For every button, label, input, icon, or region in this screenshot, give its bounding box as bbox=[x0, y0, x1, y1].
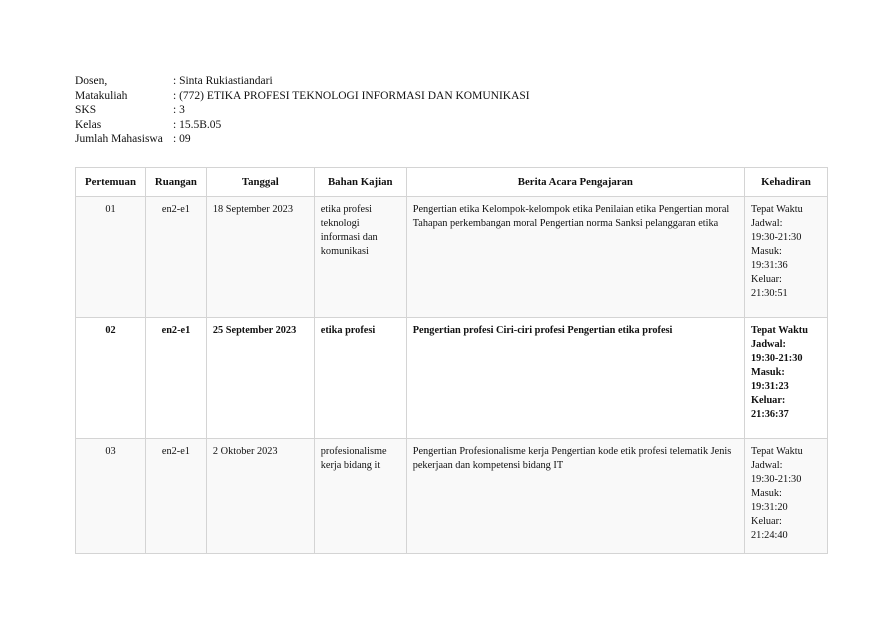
bahan-cell: etika profesi bbox=[314, 318, 406, 439]
berita-cell: Pengertian etika Kelompok-kelompok etika Penilaian etika Pengertian moral Tahapan perkembangan moral Pengertian norma Sanksi pelanggaran etika bbox=[406, 197, 744, 318]
kehadiran-status: Tepat Waktu bbox=[751, 446, 803, 457]
col-header-tanggal: Tanggal bbox=[206, 168, 314, 197]
col-header-pertemuan: Pertemuan bbox=[76, 168, 146, 197]
dosen-label: Dosen, bbox=[75, 75, 108, 87]
masuk-value: 19:31:23 bbox=[751, 381, 789, 392]
masuk-label: Masuk: bbox=[751, 367, 785, 378]
keluar-value: 21:30:51 bbox=[751, 288, 788, 299]
kehadiran-status: Tepat Waktu bbox=[751, 325, 808, 336]
jadwal-value: 19:30-21:30 bbox=[751, 474, 802, 485]
pertemuan-cell: 02 bbox=[76, 318, 146, 439]
kelas-label: Kelas bbox=[75, 118, 102, 131]
pertemuan-cell: 01 bbox=[76, 197, 146, 318]
report-header bbox=[75, 74, 530, 147]
masuk-value: 19:31:36 bbox=[751, 260, 788, 271]
header-row-kelas bbox=[75, 118, 530, 133]
jumlah-value: : 09 bbox=[173, 133, 191, 145]
sks-label: SKS bbox=[75, 104, 97, 116]
tanggal-cell: 25 September 2023 bbox=[206, 318, 314, 439]
header-row-dosen bbox=[75, 74, 530, 89]
col-header-ruangan: Ruangan bbox=[145, 168, 206, 197]
jadwal-label: Jadwal: bbox=[751, 218, 783, 229]
pertemuan-cell: 03 bbox=[76, 439, 146, 554]
kehadiran-cell bbox=[745, 439, 828, 554]
ruangan-cell: en2-e1 bbox=[145, 439, 206, 554]
keluar-label: Keluar: bbox=[751, 274, 782, 285]
table-row bbox=[76, 197, 828, 318]
jadwal-label: Jadwal: bbox=[751, 460, 783, 471]
ruangan-cell: en2-e1 bbox=[145, 197, 206, 318]
bahan-cell: etika profesi teknologi informasi dan komunikasi bbox=[314, 197, 406, 318]
matakuliah-label: Matakuliah bbox=[75, 89, 128, 102]
matakuliah-value: : (772) ETIKA PROFESI TEKNOLOGI INFORMASI DAN KOMUNIKASI bbox=[173, 89, 530, 102]
header-row-matakuliah bbox=[75, 89, 530, 104]
jumlah-label: Jumlah Mahasiswa bbox=[75, 133, 163, 145]
bahan-cell: profesionalisme kerja bidang it bbox=[314, 439, 406, 554]
ruangan-cell: en2-e1 bbox=[145, 318, 206, 439]
tanggal-cell: 2 Oktober 2023 bbox=[206, 439, 314, 554]
table-row bbox=[76, 318, 828, 439]
masuk-value: 19:31:20 bbox=[751, 502, 788, 513]
kehadiran-status: Tepat Waktu bbox=[751, 204, 803, 215]
jadwal-label: Jadwal: bbox=[751, 339, 786, 350]
kelas-value: : 15.5B.05 bbox=[173, 118, 222, 131]
keluar-label: Keluar: bbox=[751, 395, 786, 406]
masuk-label: Masuk: bbox=[751, 488, 782, 499]
dosen-value: : Sinta Rukiastiandari bbox=[173, 75, 273, 87]
kehadiran-cell bbox=[745, 197, 828, 318]
col-header-kehadiran: Kehadiran bbox=[745, 168, 828, 197]
berita-cell: Pengertian profesi Ciri-ciri profesi Pengertian etika profesi bbox=[406, 318, 744, 439]
col-header-berita-acara: Berita Acara Pengajaran bbox=[406, 168, 744, 197]
col-header-bahan-kajian: Bahan Kajian bbox=[314, 168, 406, 197]
jadwal-value: 19:30-21:30 bbox=[751, 232, 802, 243]
keluar-label: Keluar: bbox=[751, 516, 782, 527]
header-row-sks bbox=[75, 103, 530, 118]
tanggal-cell: 18 September 2023 bbox=[206, 197, 314, 318]
keluar-value: 21:36:37 bbox=[751, 409, 789, 420]
table-row bbox=[76, 439, 828, 554]
keluar-value: 21:24:40 bbox=[751, 530, 788, 541]
sks-value: : 3 bbox=[173, 104, 185, 116]
berita-cell: Pengertian Profesionalisme kerja Pengertian kode etik profesi telematik Jenis pekerjaan dan kompetensi bidang IT bbox=[406, 439, 744, 554]
header-row-jumlah bbox=[75, 132, 530, 147]
jadwal-value: 19:30-21:30 bbox=[751, 353, 803, 364]
attendance-table bbox=[75, 167, 828, 554]
kehadiran-cell bbox=[745, 318, 828, 439]
masuk-label: Masuk: bbox=[751, 246, 782, 257]
table-header-row bbox=[76, 168, 828, 197]
